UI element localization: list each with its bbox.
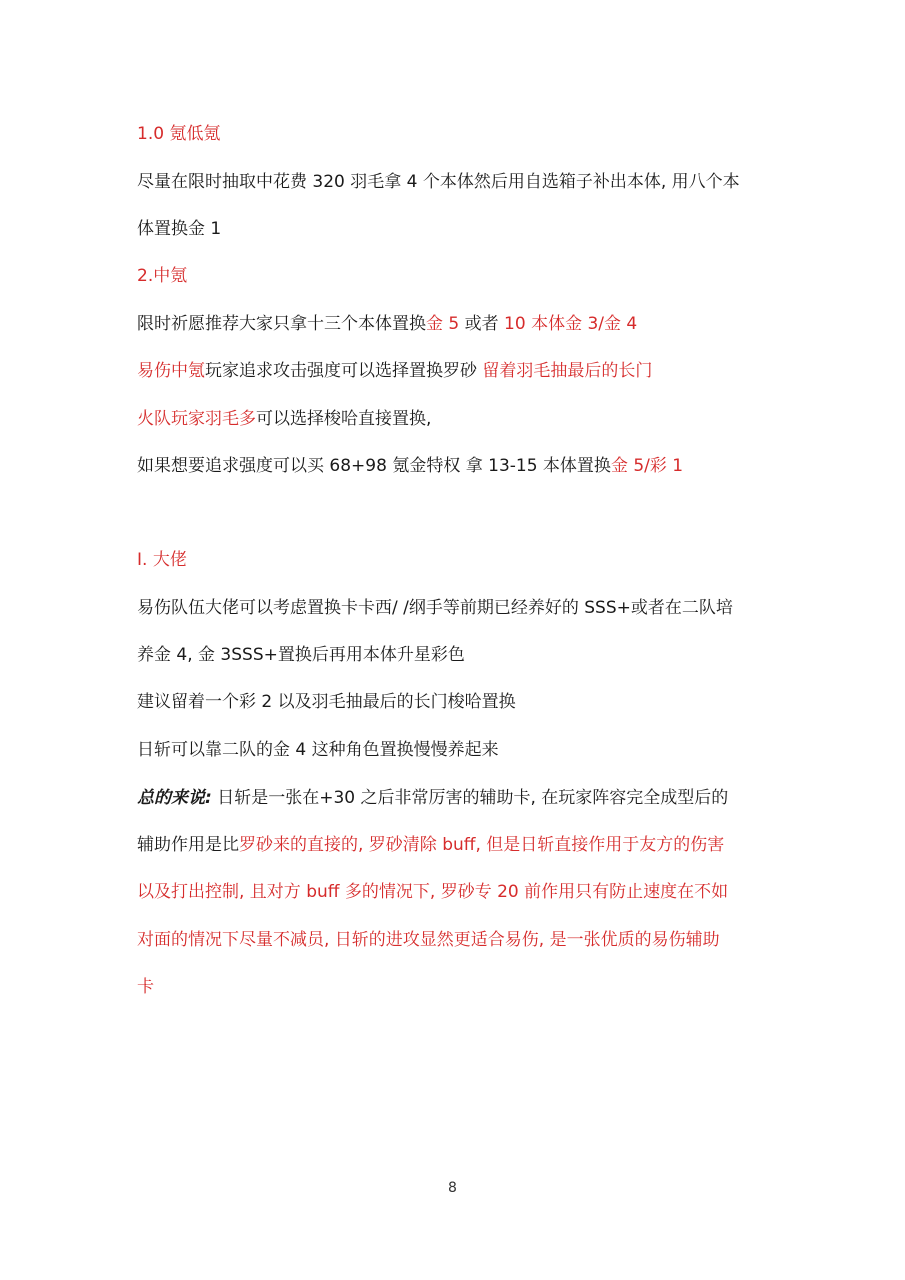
highlight-segment: 留着羽毛抽最后的长门 [482,361,653,381]
summary-line-3: 以及打出控制, 且对方 buff 多的情况下, 罗砂专 20 前作用只有防止速度在不如 [137,882,729,902]
summary-line-1 [137,786,777,810]
section-1-text-line-1: 尽量在限时抽取中花费 320 羽毛拿 4 个本体然后用自选箱子补出本体, 用八个本 [137,172,740,192]
section-3-text-line-3: 建议留着一个彩 2 以及羽毛抽最后的长门梭哈置换 [137,692,516,712]
highlight-segment: 易伤中氪 [137,361,205,381]
section-2-text-line-1 [137,312,777,336]
highlight-segment: 金 5 [426,314,460,334]
page-number: 8 [448,1180,457,1196]
section-3-text-line-1: 易伤队伍大佬可以考虑置换卡卡西/ /纲手等前期已经养好的 SSS+或者在二队培 [137,598,733,618]
summary-line-2 [137,833,777,857]
text-segment: 可以选择梭哈直接置换, [256,409,432,429]
text-segment: 辅助作用是比 [137,835,239,855]
text-segment: 如果想要追求强度可以买 68+98 氪金特权 拿 13-15 本体置换 [137,456,611,476]
section-2-text-line-4 [137,454,777,478]
summary-line-5: 卡 [137,977,154,997]
summary-label: 总的来说: [137,788,212,808]
section-2-heading: 2.中氪 [137,266,188,286]
highlight-segment: 金 5/彩 1 [610,456,684,476]
section-1-heading: 1.0 氪低氪 [137,124,221,144]
highlight-segment: 10 本体金 3/金 4 [504,314,638,334]
section-3-text-line-2: 养金 4, 金 3SSS+置换后再用本体升星彩色 [137,645,465,665]
section-2-text-line-2 [137,359,777,383]
summary-line-4: 对面的情况下尽量不减员, 日斩的进攻显然更适合易伤, 是一张优质的易伤辅助 [137,930,720,950]
section-3-heading: I. 大佬 [137,550,187,570]
text-segment: 或者 [459,314,505,334]
highlight-segment: 火队玩家羽毛多 [137,409,256,429]
text-segment: 玩家追求攻击强度可以选择置换罗砂 [205,361,483,381]
text-segment: 限时祈愿推荐大家只拿十三个本体置换 [137,314,426,334]
section-1-text-line-2: 体置换金 1 [137,219,222,239]
section-3-text-line-4: 日斩可以靠二队的金 4 这种角色置换慢慢养起来 [137,740,499,760]
text-segment: 日斩是一张在+30 之后非常厉害的辅助卡, 在玩家阵容完全成型后的 [211,788,729,808]
highlight-segment: 罗砂来的直接的, 罗砂清除 buff, 但是日斩直接作用于友方的伤害 [239,835,725,855]
section-2-text-line-3 [137,407,777,431]
